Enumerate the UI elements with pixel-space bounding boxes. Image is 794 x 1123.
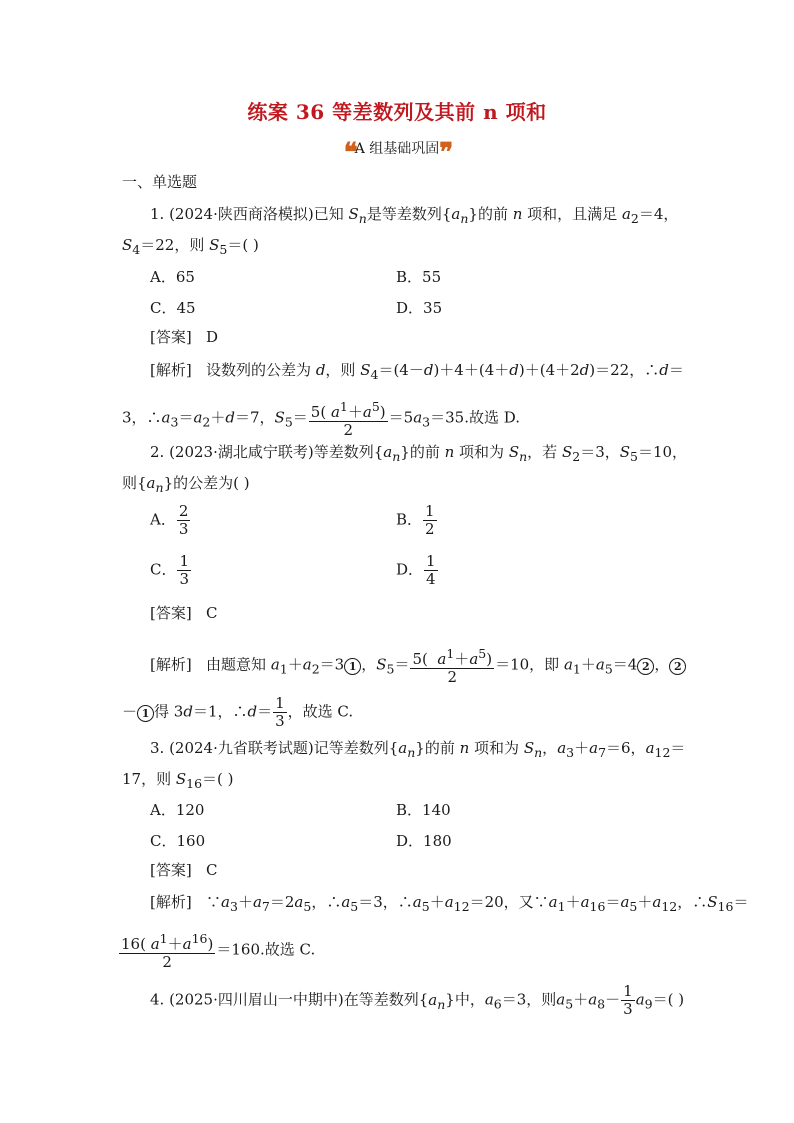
q2-analysis-line1: [解析] 由题意知 $a_1+a_2=3$ 1 ，$S_5=$ $\frac{5( a^1+a^5)}{2}$ ＝10，即 $a_1+a_5=4$ 2 ， 2 (150, 645, 686, 686)
q2-option-c: C． $\frac{1}{3}$ (150, 552, 190, 588)
circled-1-icon: 1 (137, 705, 154, 722)
q2-stem-line2: 则$\{a_n\}$的公差为( ) (122, 474, 250, 495)
q1-option-b: B．55 (396, 268, 442, 286)
q3-option-c: C．160 (150, 832, 206, 850)
q2-sum-fraction: $\frac{5( a^1+a^5)}{2}$ (412, 646, 493, 686)
q1-option-c: C．45 (150, 299, 196, 317)
circled-1-icon: 1 (344, 658, 361, 675)
q2-option-b: B． $\frac{1}{2}$ (396, 502, 435, 538)
q1-analysis-line2: 3，$\therefore a_3=a_2+d=7$，$S_5=$ $\frac{5( a^1+a^5)}{2}$ $=5a_3=35$.故选 D. (122, 399, 520, 439)
q3-option-b: B．140 (396, 801, 451, 819)
group-heading (0, 138, 794, 168)
q1-option-d: D．35 (396, 299, 443, 317)
q3-sum-fraction: $\frac{16( a^1+a^{16})}{2}$ (121, 931, 214, 971)
q4-fraction: $\frac{1}{3}$ (623, 982, 633, 1018)
q2-option-d: D． $\frac{1}{4}$ (396, 552, 436, 588)
q3-analysis-line1: [解析] $\because a_3+a_7=2a_5$，$\therefore a_5=3$，$\therefore a_5+a_{12}=20$，又$\because a_1+a_{16}=a_5+a_{12}$，$\therefore S_{16}=$ (150, 893, 749, 914)
q3-stem-line2: 17，则 $S_{16}=$( ) (122, 770, 234, 791)
circled-2-icon: 2 (669, 658, 686, 675)
q3-answer: [答案] C (150, 861, 218, 879)
q2-analysis-line2: － 1 得 3d＝1，∴d＝ $\frac{1}{3}$ ，故选 C. (122, 694, 354, 730)
q2-option-a: A． $\frac{2}{3}$ (150, 502, 189, 538)
q3-option-d: D．180 (396, 832, 452, 850)
q3-stem-line1: 3. (2024·九省联考试题)记等差数列$\{a_n\}$的前 n 项和为 $S_n$，$a_3+a_7=6$，$a_{12}=$ (150, 739, 686, 760)
q1-option-a: A．65 (150, 268, 195, 286)
q1-sum-fraction: $\frac{5( a^1+a^5)}{2}$ (310, 399, 386, 439)
group-label: A 组基础巩固 (354, 141, 440, 157)
q2-result-fraction: $\frac{1}{3}$ (275, 694, 285, 730)
q3-option-a: A．120 (150, 801, 205, 819)
q2-answer: [答案] C (150, 604, 218, 622)
q1-stem-line2: $S_4=22$，则 $S_5=$( ) (122, 236, 259, 257)
q4-stem: 4. (2025·四川眉山一中期中)在等差数列$\{a_n\}$中，$a_6=3$，则$a_5+a_8-$ $\frac{1}{3}$ $a_9=$( ) (150, 982, 685, 1018)
circled-2-icon: 2 (637, 658, 654, 675)
q1-analysis-line1: [解析] 设数列的公差为 d，则 $S_4=(4-d)+4+(4+d)+(4+2d)=22$，∴d＝ (150, 361, 684, 382)
open-quote-icon: ❝ (343, 138, 355, 168)
close-quote-icon: ❞ (439, 138, 451, 168)
q1-answer: [答案] D (150, 328, 219, 346)
page-title: 练案 36 等差数列及其前 n 项和 (247, 100, 547, 124)
q1-stem-line1: 1. (2024·陕西商洛模拟)已知 $S_n$是等差数列$\{a_n\}$的前 n 项和，且满足 $a_2=4$， (150, 205, 679, 226)
section-heading: 一、单选题 (122, 173, 198, 191)
q3-analysis-line2: $\frac{16( a^1+a^{16})}{2}$ ＝160.故选 C. (121, 931, 316, 971)
q2-stem-line1: 2. (2023·湖北咸宁联考)等差数列$\{a_n\}$的前 n 项和为 $S_n$，若 $S_2=3$，$S_5=10$， (150, 443, 688, 464)
